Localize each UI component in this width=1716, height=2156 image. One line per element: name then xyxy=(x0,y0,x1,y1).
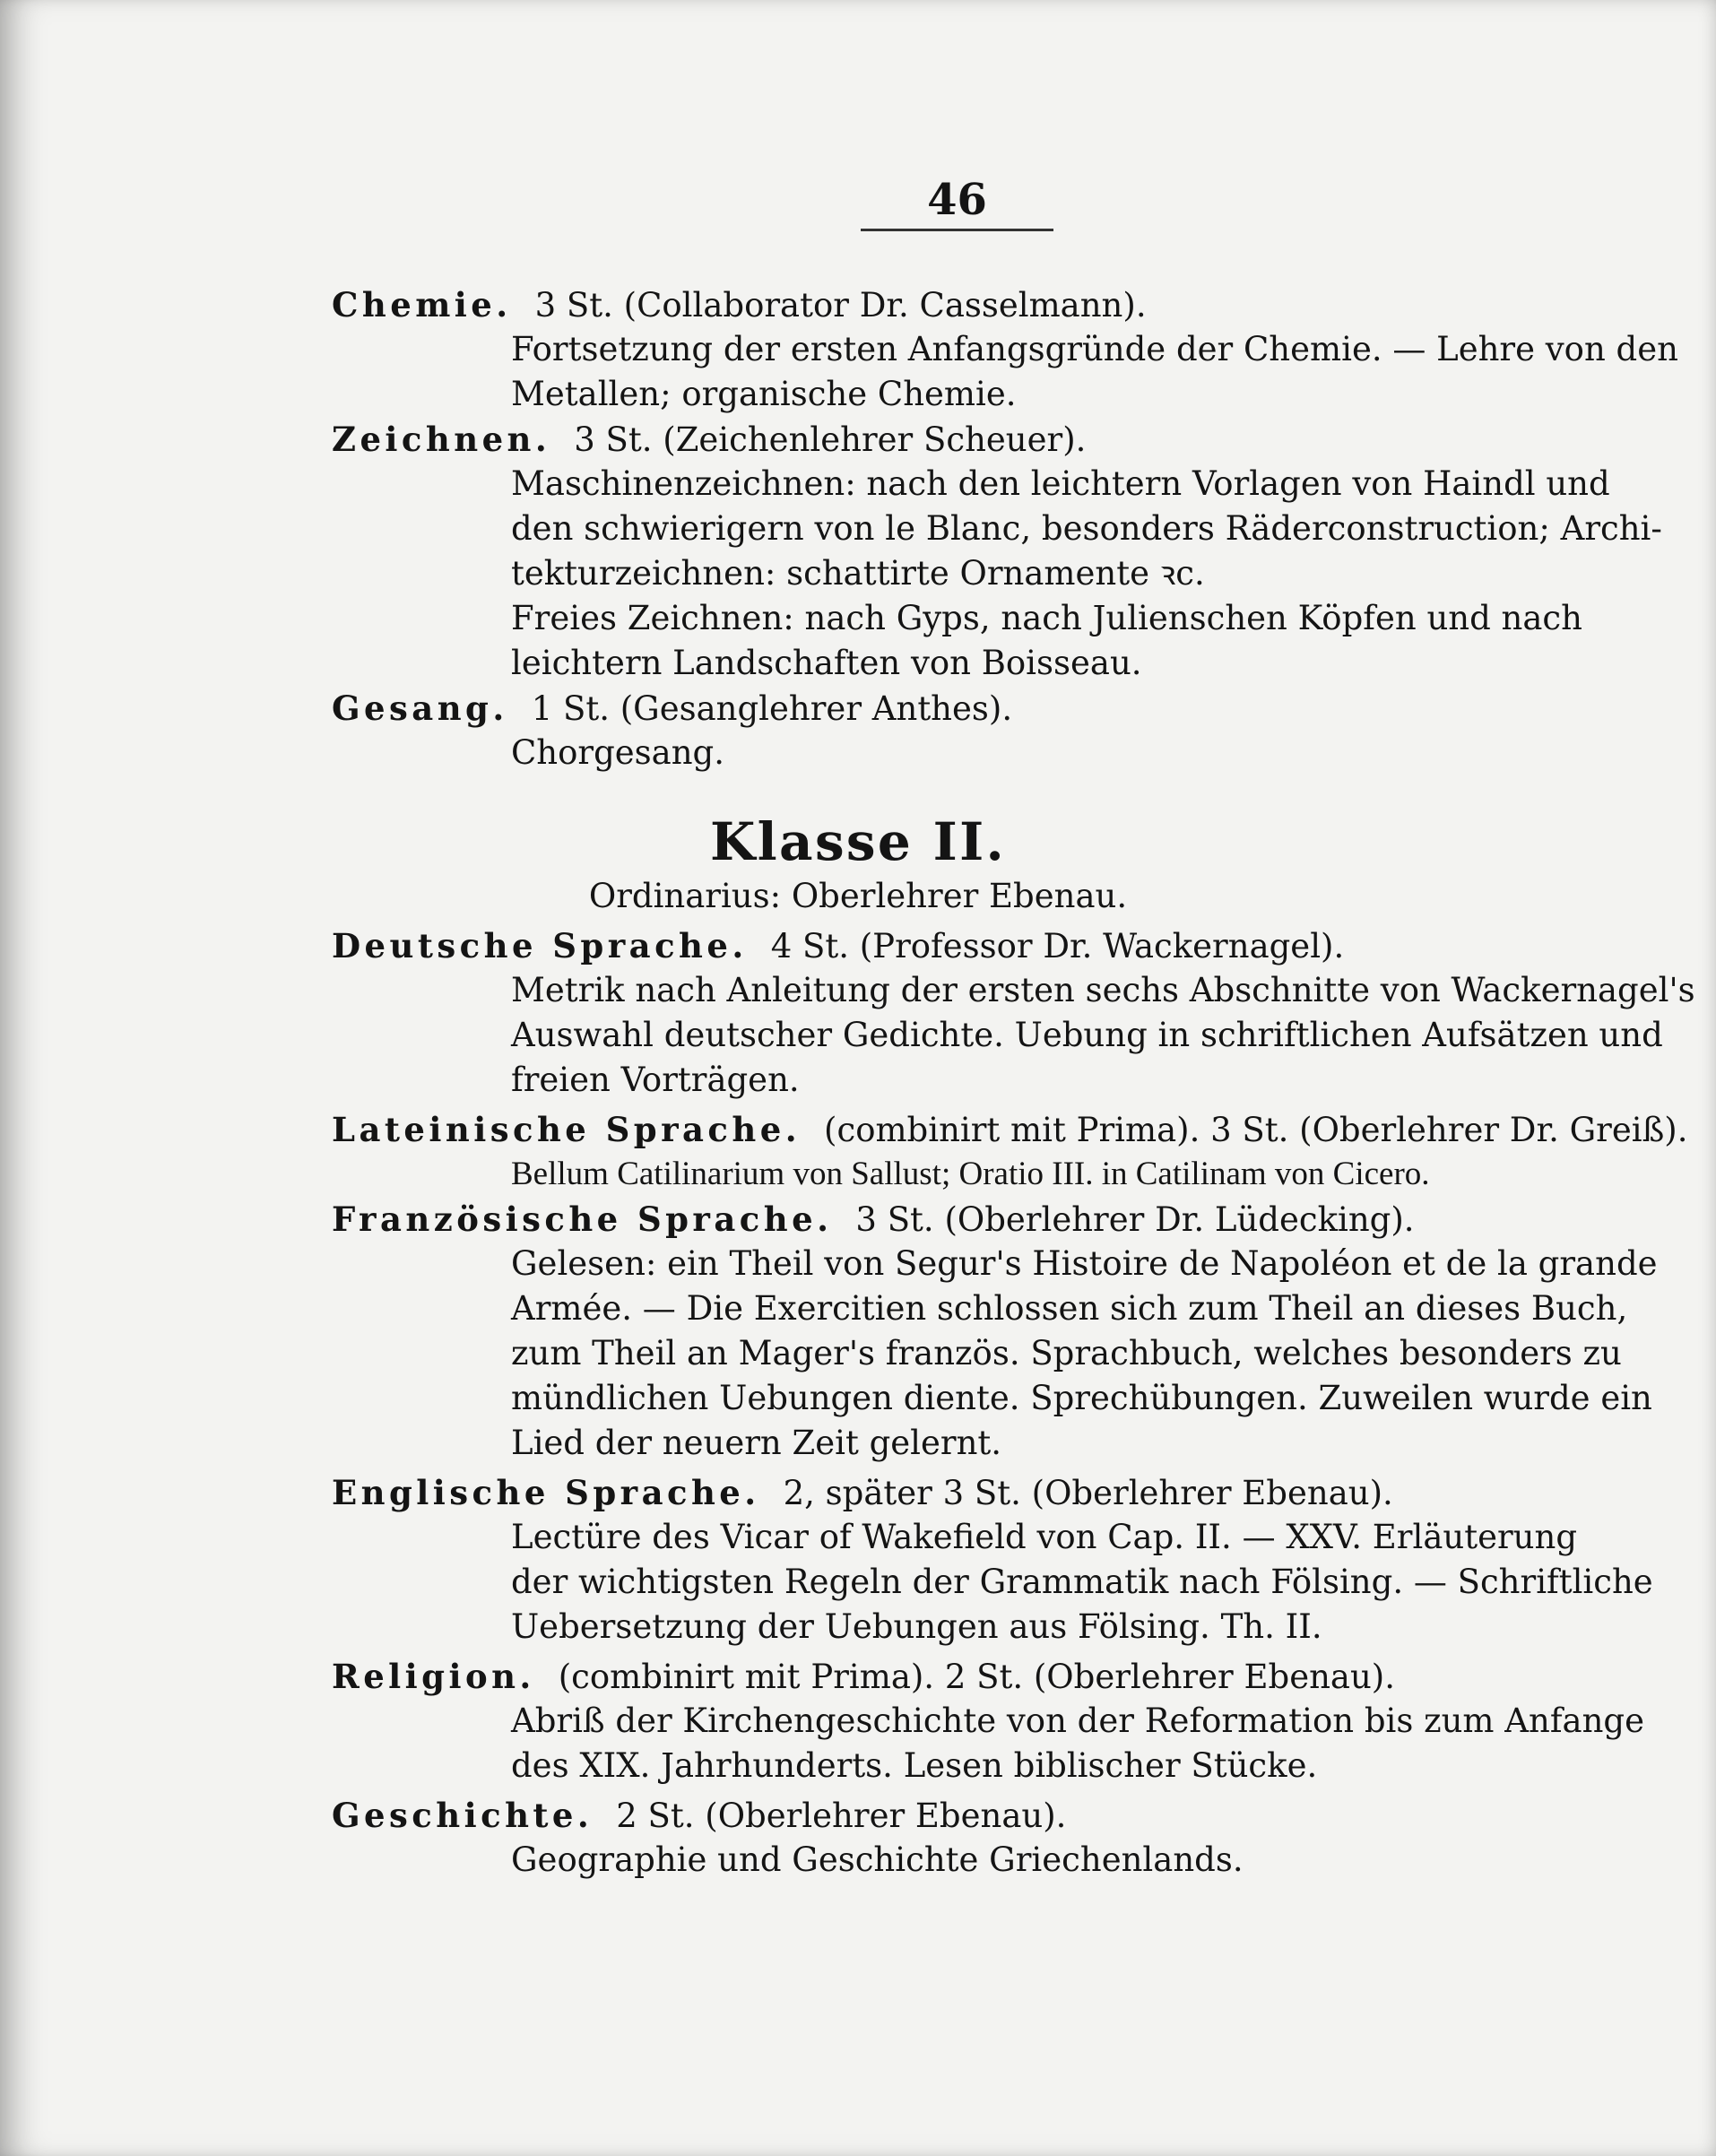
body-line: Gelesen: ein Theil von Segur's Histoire de Napoléon et de la grande xyxy=(511,1244,1658,1283)
entry-gesang-header xyxy=(332,686,1012,732)
subject-info: 3 St. (Zeichenlehrer Scheuer). xyxy=(574,420,1087,459)
entry-franz-header xyxy=(332,1197,1415,1243)
subject-info: 3 St. (Oberlehrer Dr. Lüdecking). xyxy=(855,1200,1415,1239)
body-line: Chorgesang. xyxy=(511,733,725,772)
body-line: Freies Zeichnen: nach Gyps, nach Julienschen Köpfen und nach xyxy=(511,599,1582,637)
body-line: Maschinenzeichnen: nach den leichtern Vorlagen von Haindl und xyxy=(511,464,1610,503)
body-line: Metallen; organische Chemie. xyxy=(511,375,1017,413)
entry-zeichnen-header xyxy=(332,417,1086,463)
subject-info: 3 St. (Collaborator Dr. Casselmann). xyxy=(534,286,1147,325)
entry-latein-header xyxy=(332,1107,1687,1153)
ordinarius-line: Ordinarius: Oberlehrer Ebenau. xyxy=(588,877,1128,915)
body-line: tekturzeichnen: schattirte Ornamente ꝛc. xyxy=(511,554,1205,593)
subject-title: Gesang. xyxy=(332,688,508,728)
subject-title: Französische Sprache. xyxy=(332,1199,833,1239)
body-line: leichtern Landschaften von Boisseau. xyxy=(511,644,1142,682)
body-line: der wichtigsten Regeln der Grammatik nach Fölsing. — Schriftliche xyxy=(511,1563,1653,1601)
body-line: freien Vorträgen. xyxy=(511,1061,800,1099)
body-line: mündlichen Uebungen diente. Sprechübungen. Zuweilen wurde ein xyxy=(511,1379,1652,1417)
entry-deutsch-header xyxy=(332,923,1344,969)
subject-title: Englische Sprache. xyxy=(332,1473,760,1512)
page-number: 46 xyxy=(861,175,1053,231)
body-line: Armée. — Die Exercitien schlossen sich zum Theil an dieses Buch, xyxy=(511,1289,1628,1328)
body-line: Lectüre des Vicar of Wakefield von Cap. II. — XXV. Erläuterung xyxy=(511,1518,1578,1556)
subject-info: 4 St. (Professor Dr. Wackernagel). xyxy=(770,927,1345,965)
body-line: Metrik nach Anleitung der ersten sechs Abschnitte von Wackernagel's xyxy=(511,971,1695,1009)
subject-info: (combinirt mit Prima). 2 St. (Oberlehrer Ebenau). xyxy=(558,1658,1396,1696)
subject-title: Deutsche Sprache. xyxy=(332,926,748,965)
body-line: Lied der neuern Zeit gelernt. xyxy=(511,1424,1002,1462)
subject-title: Religion. xyxy=(332,1657,535,1696)
body-line: Auswahl deutscher Gedichte. Uebung in schriftlichen Aufsätzen und xyxy=(511,1016,1663,1054)
subject-title: Lateinische Sprache. xyxy=(332,1110,802,1149)
entry-chemie-header xyxy=(332,282,1147,328)
entry-englisch-header xyxy=(332,1470,1393,1516)
body-line: Fortsetzung der ersten Anfangsgründe der Chemie. — Lehre von den xyxy=(511,330,1678,368)
subject-info: 2, später 3 St. (Oberlehrer Ebenau). xyxy=(783,1474,1393,1512)
subject-info: 1 St. (Gesanglehrer Anthes). xyxy=(531,689,1013,728)
subject-info: (combinirt mit Prima). 3 St. (Oberlehrer Dr. Greiß). xyxy=(824,1111,1688,1149)
entry-religion-header xyxy=(332,1654,1395,1700)
body-line: Uebersetzung der Uebungen aus Fölsing. Th. II. xyxy=(511,1607,1322,1646)
body-line: zum Theil an Mager's französ. Sprachbuch, welches besonders zu xyxy=(511,1334,1622,1372)
body-line: den schwierigern von le Blanc, besonders Räderconstruction; Archi- xyxy=(511,509,1662,548)
subject-info: 2 St. (Oberlehrer Ebenau). xyxy=(616,1797,1067,1835)
body-line: Abriß der Kirchengeschichte von der Reformation bis zum Anfange xyxy=(511,1701,1644,1740)
body-line: des XIX. Jahrhunderts. Lesen biblischer Stücke. xyxy=(511,1746,1318,1785)
subject-title: Zeichnen. xyxy=(332,420,551,459)
subject-title: Geschichte. xyxy=(332,1796,594,1835)
body-line: Bellum Catilinarium von Sallust; Oratio III. in Catilinam von Cicero. xyxy=(511,1156,1430,1192)
entry-geschichte-header xyxy=(332,1793,1066,1839)
section-heading: Klasse II. xyxy=(709,811,1007,872)
subject-title: Chemie. xyxy=(332,285,512,325)
body-line: Geographie und Geschichte Griechenlands. xyxy=(511,1840,1244,1879)
